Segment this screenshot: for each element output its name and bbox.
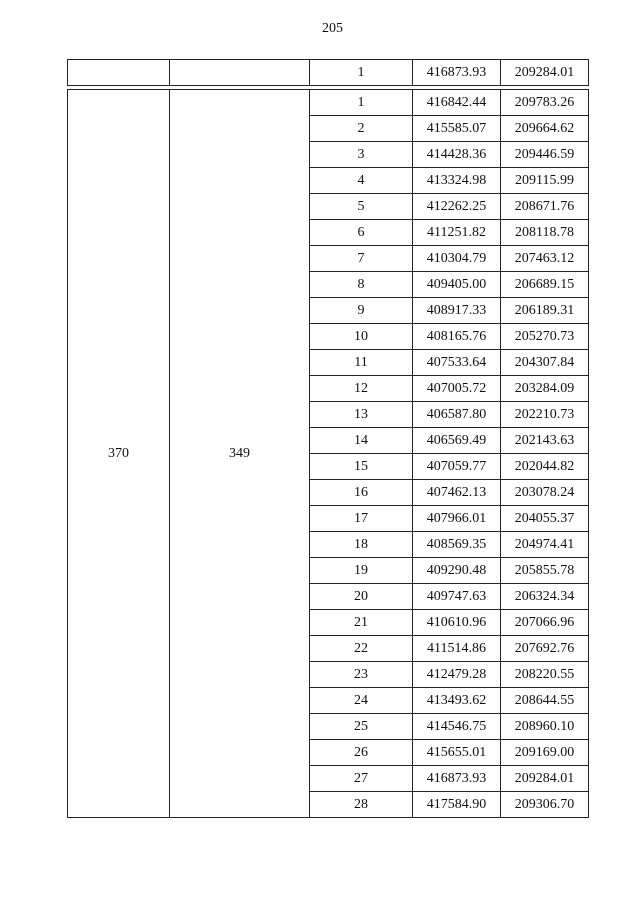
cell-y: 204055.37 <box>501 506 589 532</box>
cell-col1 <box>68 60 170 86</box>
cell-y: 208118.78 <box>501 220 589 246</box>
cell-point: 27 <box>310 766 413 792</box>
cell-x: 414546.75 <box>413 714 501 740</box>
cell-x: 416842.44 <box>413 90 501 116</box>
cell-y: 209783.26 <box>501 90 589 116</box>
cell-x: 413493.62 <box>413 688 501 714</box>
cell-x: 409747.63 <box>413 584 501 610</box>
cell-y: 206189.31 <box>501 298 589 324</box>
cell-y: 209446.59 <box>501 142 589 168</box>
cell-x: 407462.13 <box>413 480 501 506</box>
cell-y: 207692.76 <box>501 636 589 662</box>
coordinates-table <box>67 59 589 818</box>
cell-y: 207066.96 <box>501 610 589 636</box>
cell-point: 17 <box>310 506 413 532</box>
cell-point: 10 <box>310 324 413 350</box>
cell-x: 407966.01 <box>413 506 501 532</box>
cell-x: 407059.77 <box>413 454 501 480</box>
cell-point: 1 <box>310 60 413 86</box>
cell-y: 209169.00 <box>501 740 589 766</box>
cell-point: 20 <box>310 584 413 610</box>
cell-point: 13 <box>310 402 413 428</box>
cell-x: 411251.82 <box>413 220 501 246</box>
cell-point: 11 <box>310 350 413 376</box>
cell-y: 202210.73 <box>501 402 589 428</box>
cell-x: 412479.28 <box>413 662 501 688</box>
cell-y: 204974.41 <box>501 532 589 558</box>
cell-x: 417584.90 <box>413 792 501 818</box>
table-row <box>68 90 589 116</box>
group-col1: 370 <box>68 90 170 818</box>
cell-point: 23 <box>310 662 413 688</box>
cell-x: 407533.64 <box>413 350 501 376</box>
cell-y: 203078.24 <box>501 480 589 506</box>
cell-point: 19 <box>310 558 413 584</box>
cell-x: 410610.96 <box>413 610 501 636</box>
cell-x: 409405.00 <box>413 272 501 298</box>
cell-x: 407005.72 <box>413 376 501 402</box>
cell-point: 5 <box>310 194 413 220</box>
cell-point: 4 <box>310 168 413 194</box>
cell-point: 7 <box>310 246 413 272</box>
cell-x: 410304.79 <box>413 246 501 272</box>
cell-col2 <box>170 60 310 86</box>
cell-x: 412262.25 <box>413 194 501 220</box>
cell-point: 21 <box>310 610 413 636</box>
cell-y: 208644.55 <box>501 688 589 714</box>
cell-x: 416873.93 <box>413 60 501 86</box>
cell-y: 208960.10 <box>501 714 589 740</box>
cell-x: 408165.76 <box>413 324 501 350</box>
cell-point: 18 <box>310 532 413 558</box>
cell-y: 205270.73 <box>501 324 589 350</box>
cell-x: 409290.48 <box>413 558 501 584</box>
cell-point: 22 <box>310 636 413 662</box>
table-row <box>68 60 589 86</box>
cell-y: 209306.70 <box>501 792 589 818</box>
cell-x: 415655.01 <box>413 740 501 766</box>
cell-x: 406587.80 <box>413 402 501 428</box>
cell-y: 202143.63 <box>501 428 589 454</box>
cell-point: 28 <box>310 792 413 818</box>
cell-point: 24 <box>310 688 413 714</box>
group-col2: 349 <box>170 90 310 818</box>
cell-point: 9 <box>310 298 413 324</box>
cell-y: 208671.76 <box>501 194 589 220</box>
cell-y: 209284.01 <box>501 766 589 792</box>
cell-x: 408917.33 <box>413 298 501 324</box>
cell-x: 408569.35 <box>413 532 501 558</box>
cell-y: 208220.55 <box>501 662 589 688</box>
cell-point: 12 <box>310 376 413 402</box>
cell-y: 203284.09 <box>501 376 589 402</box>
cell-point: 2 <box>310 116 413 142</box>
cell-x: 413324.98 <box>413 168 501 194</box>
cell-point: 25 <box>310 714 413 740</box>
cell-x: 416873.93 <box>413 766 501 792</box>
cell-y: 205855.78 <box>501 558 589 584</box>
cell-point: 8 <box>310 272 413 298</box>
page-number: 205 <box>322 21 343 36</box>
cell-x: 415585.07 <box>413 116 501 142</box>
cell-y: 209115.99 <box>501 168 589 194</box>
cell-y: 204307.84 <box>501 350 589 376</box>
cell-point: 1 <box>310 90 413 116</box>
cell-x: 406569.49 <box>413 428 501 454</box>
cell-point: 14 <box>310 428 413 454</box>
cell-y: 202044.82 <box>501 454 589 480</box>
cell-point: 16 <box>310 480 413 506</box>
cell-point: 3 <box>310 142 413 168</box>
cell-y: 209284.01 <box>501 60 589 86</box>
cell-x: 411514.86 <box>413 636 501 662</box>
cell-point: 15 <box>310 454 413 480</box>
cell-y: 206324.34 <box>501 584 589 610</box>
cell-y: 209664.62 <box>501 116 589 142</box>
cell-point: 26 <box>310 740 413 766</box>
cell-x: 414428.36 <box>413 142 501 168</box>
cell-y: 206689.15 <box>501 272 589 298</box>
cell-point: 6 <box>310 220 413 246</box>
cell-y: 207463.12 <box>501 246 589 272</box>
